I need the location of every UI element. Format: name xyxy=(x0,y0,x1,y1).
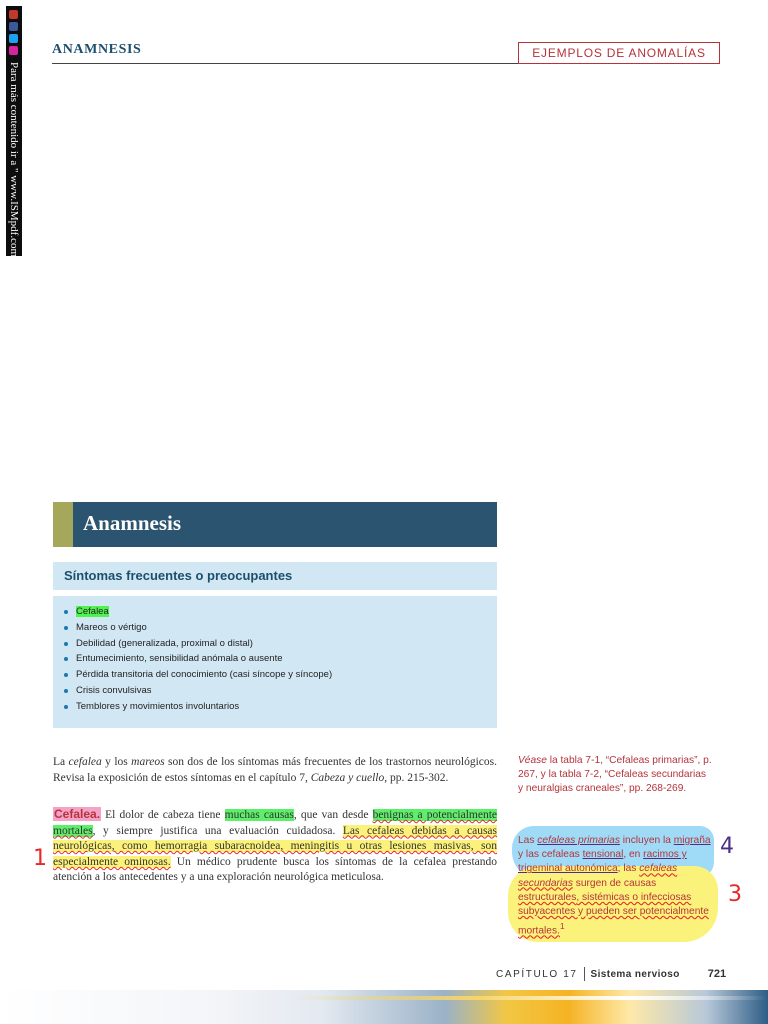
symptoms-box xyxy=(53,596,497,728)
symptom-item: Debilidad (generalizada, proximal o distal) xyxy=(64,636,332,652)
section-title: Anamnesis xyxy=(83,511,182,535)
intro-paragraph xyxy=(53,755,497,786)
running-header-section-box: EJEMPLOS DE ANOMALÍAS xyxy=(518,42,720,64)
symptom-item: Crisis convulsivas xyxy=(64,683,332,699)
text-run: y las cefaleas xyxy=(518,849,583,861)
text-run-italic: cefaleas secundarias xyxy=(518,863,678,889)
text-run-italic: Cabeza y cuello xyxy=(310,771,385,784)
cefalea-paragraph xyxy=(53,807,497,886)
text-run: la tabla 7-1, “Cefaleas primarias”, p. 267, y la tabla 7-2, “Cefaleas secundarias y neuralgias craneales”, pp. 268-269. xyxy=(518,755,712,795)
handwritten-mark-4: 4 xyxy=(720,834,734,859)
highlight-green: benignas a potencialmente mortales xyxy=(53,809,497,837)
text-run: El dolor de cabeza tiene xyxy=(101,809,225,821)
text-run-italic: mareos xyxy=(131,756,165,768)
symptom-item xyxy=(64,604,332,620)
symptoms-list xyxy=(64,604,332,715)
text-run: surgen de causas xyxy=(572,877,657,889)
headache-types-note xyxy=(518,834,712,939)
handwritten-mark-1: 1 xyxy=(33,846,47,871)
symptom-highlighted: Cefalea xyxy=(76,606,109,617)
text-run: ; las xyxy=(617,863,640,875)
text-run: estructurales xyxy=(518,891,577,903)
instagram-icon[interactable] xyxy=(9,46,18,55)
cross-reference-note xyxy=(518,754,712,797)
footer-chapter: CAPÍTULO 17 xyxy=(496,968,578,980)
section-banner xyxy=(53,502,497,547)
text-run: , que van desde xyxy=(293,809,373,821)
text-run-italic: cefaleas primarias xyxy=(537,835,620,846)
text-run: La xyxy=(53,756,69,768)
symptom-item: Pérdida transitoria del conocimiento (casi síncope y síncope) xyxy=(64,667,332,683)
symptoms-box-header xyxy=(53,562,497,590)
social-icons xyxy=(9,10,19,55)
text-run: , sistémicas o infecciosas subyacentes y pueden ser potencialmente mortales. xyxy=(518,891,709,937)
text-run-italic: Véase xyxy=(518,755,547,766)
symptom-item: Entumecimiento, sensibilidad anómala o ausente xyxy=(64,651,332,667)
text-run: y los xyxy=(101,756,132,768)
page-footer xyxy=(496,967,726,981)
banner-accent-bar xyxy=(53,502,73,547)
text-run-italic: cefalea xyxy=(68,756,102,768)
text-run: , y siempre justifica una evaluación cuidadosa. xyxy=(92,824,343,837)
cefalea-label: Cefalea. xyxy=(54,807,101,821)
page-number: 721 xyxy=(707,968,727,980)
side-watermark-strip xyxy=(6,6,22,265)
header-rule xyxy=(52,63,518,64)
text-run: Un médico prudente busca los síntomas de la cefalea prestando atención a los antecedentes y a una exploración neurológica meticulosa. xyxy=(53,855,497,884)
text-run: tensional xyxy=(582,849,624,861)
text-run: racimos y trigeminal autonómica xyxy=(518,849,687,875)
symptoms-box-title: Síntomas frecuentes o preocupantes xyxy=(64,568,293,583)
text-run: Las xyxy=(518,835,538,846)
text-run: incluyen la xyxy=(619,835,674,846)
side-watermark-text-box xyxy=(6,62,22,265)
footer-divider xyxy=(584,967,585,981)
handwritten-mark-3: 3 xyxy=(728,882,742,907)
side-watermark-text[interactable]: Para más contenido ir a " www.ISMpdf.com " xyxy=(8,62,20,265)
text-run: son dos de los síntomas más frecuentes de los trastornos neurológicos. Revisa la exposición de estos síntomas en el capítulo 7, xyxy=(53,756,497,784)
symptom-item: Temblores y movimientos involuntarios xyxy=(64,699,332,715)
footer-section: Sistema nervioso xyxy=(590,968,680,980)
text-run: , en xyxy=(623,849,644,861)
decorative-light-streak xyxy=(290,996,768,1000)
symptom-item: Mareos o vértigo xyxy=(64,620,332,636)
highlight-green: muchas causas xyxy=(224,809,294,821)
footnote-marker: 1 xyxy=(559,921,565,932)
twitter-icon[interactable] xyxy=(9,34,18,43)
highlight-yellow: Las cefaleas debidas a causas neurológicas, como hemorragia subaracnoidea, meningitis u otras lesiones masivas, son especialmente ominosas. xyxy=(53,824,498,868)
facebook-icon[interactable] xyxy=(9,22,18,31)
text-run: , pp. 215-302. xyxy=(384,771,449,784)
text-run: migraña xyxy=(673,835,711,846)
pdf-icon[interactable] xyxy=(9,10,18,19)
running-header-title: ANAMNESIS xyxy=(52,42,142,57)
